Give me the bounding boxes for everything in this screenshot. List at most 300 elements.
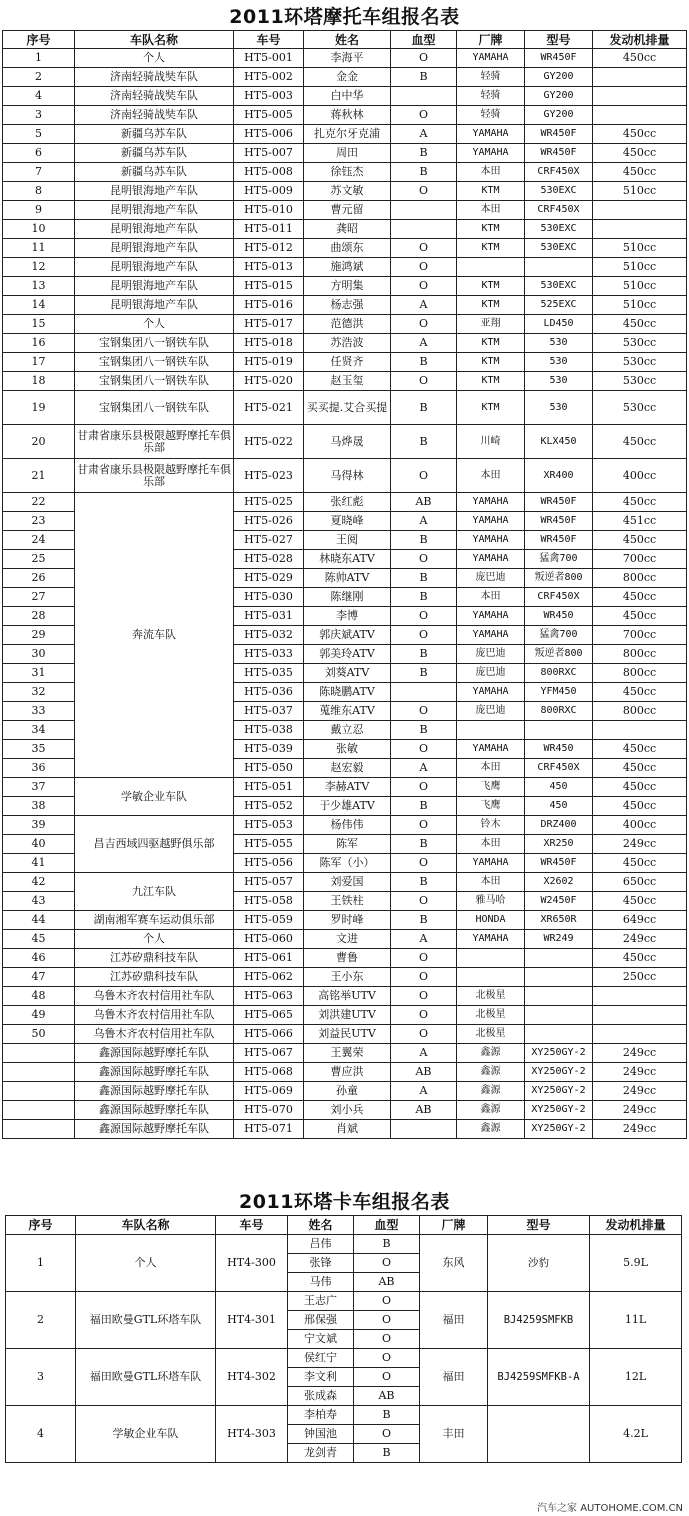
engine-cell: 510cc bbox=[593, 277, 687, 296]
car-number-cell: HT5-023 bbox=[234, 459, 304, 493]
engine-cell: 800cc bbox=[593, 645, 687, 664]
team-cell: 昆明银海地产车队 bbox=[75, 220, 234, 239]
engine-cell: 700cc bbox=[593, 550, 687, 569]
seq-cell: 7 bbox=[3, 163, 75, 182]
name-cell: 李海平 bbox=[304, 49, 391, 68]
engine-cell: 249cc bbox=[593, 930, 687, 949]
name-cell: 马烨晟 bbox=[304, 425, 391, 459]
model-cell: XY250GY-2 bbox=[525, 1082, 593, 1101]
blood-type-cell bbox=[391, 1120, 457, 1139]
blood-type-cell: O bbox=[391, 626, 457, 645]
model-cell bbox=[525, 987, 593, 1006]
model-cell: 530 bbox=[525, 372, 593, 391]
blood-type-cell: O bbox=[391, 816, 457, 835]
team-cell: 鑫源国际越野摩托车队 bbox=[75, 1044, 234, 1063]
model-cell: LD450 bbox=[525, 315, 593, 334]
brand-cell: KTM bbox=[457, 334, 525, 353]
seq-cell: 12 bbox=[3, 258, 75, 277]
table-row bbox=[3, 239, 687, 258]
name-cell: 金金 bbox=[304, 68, 391, 87]
model-cell: 叛逆者800 bbox=[525, 645, 593, 664]
team-cell: 宝钢集团八一钢铁车队 bbox=[75, 353, 234, 372]
team-cell: 鑫源国际越野摩托车队 bbox=[75, 1063, 234, 1082]
seq-cell: 14 bbox=[3, 296, 75, 315]
engine-cell: 510cc bbox=[593, 296, 687, 315]
car-number-cell: HT5-062 bbox=[234, 968, 304, 987]
car-number-cell: HT5-015 bbox=[234, 277, 304, 296]
name-cell: 苏文敏 bbox=[304, 182, 391, 201]
car-number-cell: HT5-060 bbox=[234, 930, 304, 949]
brand-cell: 鑫源 bbox=[457, 1120, 525, 1139]
engine-cell bbox=[593, 87, 687, 106]
truck-registration-table bbox=[5, 1215, 682, 1463]
name-cell: 陈军 bbox=[304, 835, 391, 854]
model-cell bbox=[525, 1006, 593, 1025]
engine-cell: 530cc bbox=[593, 353, 687, 372]
table-row bbox=[3, 353, 687, 372]
car-number-cell: HT5-066 bbox=[234, 1025, 304, 1044]
name-cell: 郭庆斌ATV bbox=[304, 626, 391, 645]
brand-cell: KTM bbox=[457, 182, 525, 201]
car-number-cell: HT5-031 bbox=[234, 607, 304, 626]
seq-cell: 4 bbox=[6, 1406, 76, 1463]
model-cell: 猛禽700 bbox=[525, 626, 593, 645]
seq-cell: 15 bbox=[3, 315, 75, 334]
seq-cell: 27 bbox=[3, 588, 75, 607]
table-row bbox=[3, 873, 687, 892]
name-cell: 买买提.艾合买提 bbox=[304, 391, 391, 425]
team-cell: 奔流车队 bbox=[75, 493, 234, 778]
car-number-cell: HT4-301 bbox=[216, 1292, 288, 1349]
car-number-cell: HT5-051 bbox=[234, 778, 304, 797]
team-cell: 新疆乌苏车队 bbox=[75, 163, 234, 182]
seq-cell: 2 bbox=[3, 68, 75, 87]
seq-cell: 3 bbox=[3, 106, 75, 125]
brand-cell: HONDA bbox=[457, 911, 525, 930]
brand-cell: YAMAHA bbox=[457, 930, 525, 949]
model-cell: WR450F bbox=[525, 125, 593, 144]
model-cell: 450 bbox=[525, 797, 593, 816]
seq-cell: 30 bbox=[3, 645, 75, 664]
team-cell: 甘肃省康乐县极限越野摩托车俱乐部 bbox=[75, 425, 234, 459]
engine-cell bbox=[593, 1025, 687, 1044]
blood-type-cell: B bbox=[391, 68, 457, 87]
table-row bbox=[3, 987, 687, 1006]
name-cell: 刘洪建UTV bbox=[304, 1006, 391, 1025]
brand-cell: 本田 bbox=[457, 759, 525, 778]
seq-cell: 3 bbox=[6, 1349, 76, 1406]
team-cell: 九江车队 bbox=[75, 873, 234, 911]
blood-type-cell: O bbox=[354, 1349, 420, 1368]
team-cell: 个人 bbox=[75, 930, 234, 949]
model-cell bbox=[488, 1406, 590, 1463]
car-number-cell: HT5-050 bbox=[234, 759, 304, 778]
blood-type-cell: O bbox=[391, 968, 457, 987]
engine-cell: 450cc bbox=[593, 125, 687, 144]
name-cell: 杨志强 bbox=[304, 296, 391, 315]
name-cell: 范德洪 bbox=[304, 315, 391, 334]
name-cell: 李柏寿 bbox=[288, 1406, 354, 1425]
blood-type-cell: A bbox=[391, 296, 457, 315]
name-cell: 苏浩波 bbox=[304, 334, 391, 353]
engine-cell: 11L bbox=[590, 1292, 682, 1349]
blood-type-cell: AB bbox=[391, 1101, 457, 1120]
blood-type-cell: O bbox=[391, 258, 457, 277]
seq-cell: 31 bbox=[3, 664, 75, 683]
engine-cell: 510cc bbox=[593, 239, 687, 258]
name-cell: 高铭举UTV bbox=[304, 987, 391, 1006]
brand-cell: 本田 bbox=[457, 163, 525, 182]
engine-cell: 800cc bbox=[593, 702, 687, 721]
model-cell: KLX450 bbox=[525, 425, 593, 459]
car-number-cell: HT4-300 bbox=[216, 1235, 288, 1292]
name-cell: 夏晓峰 bbox=[304, 512, 391, 531]
name-cell: 宁文斌 bbox=[288, 1330, 354, 1349]
car-number-cell: HT5-038 bbox=[234, 721, 304, 740]
car-number-cell: HT5-018 bbox=[234, 334, 304, 353]
car-number-cell: HT5-006 bbox=[234, 125, 304, 144]
blood-type-cell: O bbox=[391, 182, 457, 201]
car-number-cell: HT5-003 bbox=[234, 87, 304, 106]
model-cell: XY250GY-2 bbox=[525, 1120, 593, 1139]
team-cell: 济南轻骑战奘车队 bbox=[75, 106, 234, 125]
blood-type-cell: A bbox=[391, 512, 457, 531]
seq-cell: 23 bbox=[3, 512, 75, 531]
model-cell: 530 bbox=[525, 391, 593, 425]
brand-cell: 庞巴迪 bbox=[457, 569, 525, 588]
blood-type-cell: B bbox=[391, 163, 457, 182]
blood-type-cell: O bbox=[391, 702, 457, 721]
seq-cell: 1 bbox=[3, 49, 75, 68]
blood-type-cell: O bbox=[391, 459, 457, 493]
name-cell: 陈军（小） bbox=[304, 854, 391, 873]
engine-cell: 249cc bbox=[593, 1082, 687, 1101]
table-row bbox=[6, 1406, 682, 1425]
model-cell: BJ4259SMFKB-A bbox=[488, 1349, 590, 1406]
blood-type-cell: O bbox=[391, 778, 457, 797]
table-row bbox=[3, 816, 687, 835]
table-row bbox=[3, 68, 687, 87]
brand-cell: 轻骑 bbox=[457, 106, 525, 125]
table-row bbox=[3, 778, 687, 797]
table-row bbox=[3, 334, 687, 353]
model-cell: WR450F bbox=[525, 512, 593, 531]
engine-cell: 450cc bbox=[593, 531, 687, 550]
engine-cell: 451cc bbox=[593, 512, 687, 531]
brand-cell: 鑫源 bbox=[457, 1044, 525, 1063]
car-number-cell: HT5-035 bbox=[234, 664, 304, 683]
brand-cell: 庞巴迪 bbox=[457, 664, 525, 683]
model-cell: XR650R bbox=[525, 911, 593, 930]
engine-cell: 800cc bbox=[593, 664, 687, 683]
blood-type-cell: B bbox=[354, 1406, 420, 1425]
name-cell: 王小东 bbox=[304, 968, 391, 987]
engine-cell bbox=[593, 106, 687, 125]
brand-cell: KTM bbox=[457, 220, 525, 239]
team-cell: 鑫源国际越野摩托车队 bbox=[75, 1120, 234, 1139]
brand-cell bbox=[457, 258, 525, 277]
name-cell: 扎克尔牙克浦 bbox=[304, 125, 391, 144]
seq-cell: 17 bbox=[3, 353, 75, 372]
seq-cell: 2 bbox=[6, 1292, 76, 1349]
blood-type-cell: B bbox=[391, 797, 457, 816]
brand-cell: YAMAHA bbox=[457, 607, 525, 626]
brand-cell: 鑫源 bbox=[457, 1063, 525, 1082]
engine-cell: 249cc bbox=[593, 1044, 687, 1063]
table-row bbox=[3, 1101, 687, 1120]
table-row bbox=[3, 459, 687, 493]
blood-type-cell: B bbox=[391, 645, 457, 664]
blood-type-cell: O bbox=[391, 854, 457, 873]
model-cell: WR450 bbox=[525, 740, 593, 759]
model-cell: 530 bbox=[525, 353, 593, 372]
car-number-cell: HT5-001 bbox=[234, 49, 304, 68]
blood-type-cell: O bbox=[391, 1006, 457, 1025]
car-number-cell: HT5-055 bbox=[234, 835, 304, 854]
seq-cell: 42 bbox=[3, 873, 75, 892]
seq-cell: 29 bbox=[3, 626, 75, 645]
blood-type-cell: O bbox=[354, 1368, 420, 1387]
model-cell: XY250GY-2 bbox=[525, 1044, 593, 1063]
blood-type-cell: O bbox=[391, 892, 457, 911]
blood-type-cell: A bbox=[391, 125, 457, 144]
brand-cell: 飞鹰 bbox=[457, 778, 525, 797]
seq-cell: 19 bbox=[3, 391, 75, 425]
table-row bbox=[3, 163, 687, 182]
table-row bbox=[3, 968, 687, 987]
brand-cell: YAMAHA bbox=[457, 854, 525, 873]
seq-cell bbox=[3, 1044, 75, 1063]
name-cell: 文进 bbox=[304, 930, 391, 949]
team-cell: 鑫源国际越野摩托车队 bbox=[75, 1082, 234, 1101]
name-cell: 龙剑青 bbox=[288, 1444, 354, 1463]
car-number-cell: HT5-039 bbox=[234, 740, 304, 759]
car-number-cell: HT5-056 bbox=[234, 854, 304, 873]
seq-cell: 24 bbox=[3, 531, 75, 550]
brand-cell: KTM bbox=[457, 277, 525, 296]
seq-cell: 44 bbox=[3, 911, 75, 930]
seq-cell: 50 bbox=[3, 1025, 75, 1044]
blood-type-cell: A bbox=[391, 334, 457, 353]
model-cell: WR450F bbox=[525, 49, 593, 68]
table-row bbox=[3, 930, 687, 949]
car-number-cell: HT5-068 bbox=[234, 1063, 304, 1082]
seq-cell: 8 bbox=[3, 182, 75, 201]
brand-cell: 丰田 bbox=[420, 1406, 488, 1463]
blood-type-cell: O bbox=[391, 987, 457, 1006]
seq-cell bbox=[3, 1063, 75, 1082]
column-header: 血型 bbox=[391, 31, 457, 49]
model-cell: 800RXC bbox=[525, 702, 593, 721]
car-number-cell: HT5-012 bbox=[234, 239, 304, 258]
car-number-cell: HT5-016 bbox=[234, 296, 304, 315]
name-cell: 王铁柱 bbox=[304, 892, 391, 911]
name-cell: 陈帅ATV bbox=[304, 569, 391, 588]
name-cell: 马伟 bbox=[288, 1273, 354, 1292]
engine-cell: 400cc bbox=[593, 816, 687, 835]
brand-cell: 飞鹰 bbox=[457, 797, 525, 816]
seq-cell bbox=[3, 1120, 75, 1139]
team-cell: 乌鲁木齐农村信用社车队 bbox=[75, 987, 234, 1006]
table-row bbox=[3, 425, 687, 459]
engine-cell bbox=[593, 721, 687, 740]
column-header: 车队名称 bbox=[76, 1216, 216, 1235]
blood-type-cell: B bbox=[391, 911, 457, 930]
car-number-cell: HT5-021 bbox=[234, 391, 304, 425]
seq-cell: 22 bbox=[3, 493, 75, 512]
model-cell: CRF450X bbox=[525, 163, 593, 182]
name-cell: 王志广 bbox=[288, 1292, 354, 1311]
engine-cell: 510cc bbox=[593, 182, 687, 201]
brand-cell bbox=[457, 721, 525, 740]
watermark: 汽车之家 AUTOHOME.COM.CN bbox=[537, 1503, 683, 1514]
car-number-cell: HT5-013 bbox=[234, 258, 304, 277]
brand-cell: 鑫源 bbox=[457, 1101, 525, 1120]
car-number-cell: HT5-032 bbox=[234, 626, 304, 645]
model-cell: WR249 bbox=[525, 930, 593, 949]
blood-type-cell bbox=[391, 220, 457, 239]
seq-cell: 37 bbox=[3, 778, 75, 797]
name-cell: 罗时峰 bbox=[304, 911, 391, 930]
seq-cell: 6 bbox=[3, 144, 75, 163]
column-header: 姓名 bbox=[288, 1216, 354, 1235]
brand-cell: YAMAHA bbox=[457, 740, 525, 759]
table-row bbox=[3, 277, 687, 296]
model-cell: 450 bbox=[525, 778, 593, 797]
engine-cell: 450cc bbox=[593, 683, 687, 702]
team-cell: 昆明银海地产车队 bbox=[75, 239, 234, 258]
name-cell: 施鸿斌 bbox=[304, 258, 391, 277]
car-number-cell: HT5-019 bbox=[234, 353, 304, 372]
column-header: 车队名称 bbox=[75, 31, 234, 49]
car-number-cell: HT5-070 bbox=[234, 1101, 304, 1120]
team-cell: 昆明银海地产车队 bbox=[75, 182, 234, 201]
brand-cell bbox=[457, 949, 525, 968]
seq-cell: 25 bbox=[3, 550, 75, 569]
column-header: 序号 bbox=[3, 31, 75, 49]
car-number-cell: HT5-025 bbox=[234, 493, 304, 512]
car-number-cell: HT5-058 bbox=[234, 892, 304, 911]
name-cell: 刘爱国 bbox=[304, 873, 391, 892]
table-row bbox=[3, 87, 687, 106]
name-cell: 王翼荣 bbox=[304, 1044, 391, 1063]
model-cell bbox=[525, 968, 593, 987]
seq-cell: 46 bbox=[3, 949, 75, 968]
engine-cell: 5.9L bbox=[590, 1235, 682, 1292]
car-number-cell: HT5-020 bbox=[234, 372, 304, 391]
engine-cell: 250cc bbox=[593, 968, 687, 987]
team-cell: 福田欧曼GTL环塔车队 bbox=[76, 1349, 216, 1406]
model-cell: 530EXC bbox=[525, 277, 593, 296]
table-row bbox=[3, 258, 687, 277]
engine-cell: 450cc bbox=[593, 49, 687, 68]
seq-cell bbox=[3, 1101, 75, 1120]
table-row bbox=[3, 1120, 687, 1139]
team-cell: 福田欧曼GTL环塔车队 bbox=[76, 1292, 216, 1349]
engine-cell: 450cc bbox=[593, 740, 687, 759]
team-cell: 济南轻骑战奘车队 bbox=[75, 68, 234, 87]
name-cell: 杨伟伟 bbox=[304, 816, 391, 835]
seq-cell: 32 bbox=[3, 683, 75, 702]
engine-cell bbox=[593, 220, 687, 239]
model-cell bbox=[525, 1025, 593, 1044]
car-number-cell: HT5-067 bbox=[234, 1044, 304, 1063]
model-cell bbox=[525, 949, 593, 968]
model-cell: 530EXC bbox=[525, 239, 593, 258]
seq-cell: 40 bbox=[3, 835, 75, 854]
model-cell: BJ4259SMFKB bbox=[488, 1292, 590, 1349]
seq-cell: 41 bbox=[3, 854, 75, 873]
blood-type-cell bbox=[391, 201, 457, 220]
column-header: 型号 bbox=[488, 1216, 590, 1235]
car-number-cell: HT5-008 bbox=[234, 163, 304, 182]
seq-cell: 48 bbox=[3, 987, 75, 1006]
blood-type-cell: O bbox=[354, 1311, 420, 1330]
engine-cell: 530cc bbox=[593, 334, 687, 353]
column-header: 型号 bbox=[525, 31, 593, 49]
car-number-cell: HT5-007 bbox=[234, 144, 304, 163]
brand-cell: YAMAHA bbox=[457, 550, 525, 569]
table-row bbox=[3, 391, 687, 425]
car-number-cell: HT5-033 bbox=[234, 645, 304, 664]
model-cell: GY200 bbox=[525, 106, 593, 125]
brand-cell: KTM bbox=[457, 353, 525, 372]
table-row bbox=[3, 1044, 687, 1063]
engine-cell: 450cc bbox=[593, 493, 687, 512]
seq-cell: 9 bbox=[3, 201, 75, 220]
brand-cell: YAMAHA bbox=[457, 531, 525, 550]
car-number-cell: HT5-036 bbox=[234, 683, 304, 702]
blood-type-cell: AB bbox=[354, 1273, 420, 1292]
engine-cell: 249cc bbox=[593, 1063, 687, 1082]
name-cell: 张成森 bbox=[288, 1387, 354, 1406]
table-row bbox=[3, 1082, 687, 1101]
blood-type-cell: O bbox=[391, 949, 457, 968]
blood-type-cell: B bbox=[391, 664, 457, 683]
model-cell: 525EXC bbox=[525, 296, 593, 315]
seq-cell: 1 bbox=[6, 1235, 76, 1292]
name-cell: 赵玉玺 bbox=[304, 372, 391, 391]
seq-cell: 5 bbox=[3, 125, 75, 144]
name-cell: 马得林 bbox=[304, 459, 391, 493]
brand-cell: 庞巴迪 bbox=[457, 645, 525, 664]
brand-cell: 北极星 bbox=[457, 1006, 525, 1025]
model-cell: DRZ400 bbox=[525, 816, 593, 835]
name-cell: 赵宏毅 bbox=[304, 759, 391, 778]
seq-cell: 26 bbox=[3, 569, 75, 588]
engine-cell: 249cc bbox=[593, 1101, 687, 1120]
team-cell: 新疆乌苏车队 bbox=[75, 144, 234, 163]
blood-type-cell: A bbox=[391, 930, 457, 949]
column-header: 发动机排量 bbox=[590, 1216, 682, 1235]
model-cell: 530EXC bbox=[525, 182, 593, 201]
name-cell: 方明集 bbox=[304, 277, 391, 296]
car-number-cell: HT5-002 bbox=[234, 68, 304, 87]
team-cell: 甘肃省康乐县极限越野摩托车俱乐部 bbox=[75, 459, 234, 493]
team-cell: 新疆乌苏车队 bbox=[75, 125, 234, 144]
engine-cell: 649cc bbox=[593, 911, 687, 930]
car-number-cell: HT5-010 bbox=[234, 201, 304, 220]
brand-cell: 本田 bbox=[457, 588, 525, 607]
blood-type-cell: AB bbox=[391, 1063, 457, 1082]
column-header: 血型 bbox=[354, 1216, 420, 1235]
brand-cell: YAMAHA bbox=[457, 144, 525, 163]
car-number-cell: HT5-011 bbox=[234, 220, 304, 239]
seq-cell: 28 bbox=[3, 607, 75, 626]
team-cell: 鑫源国际越野摩托车队 bbox=[75, 1101, 234, 1120]
engine-cell: 12L bbox=[590, 1349, 682, 1406]
engine-cell: 450cc bbox=[593, 797, 687, 816]
